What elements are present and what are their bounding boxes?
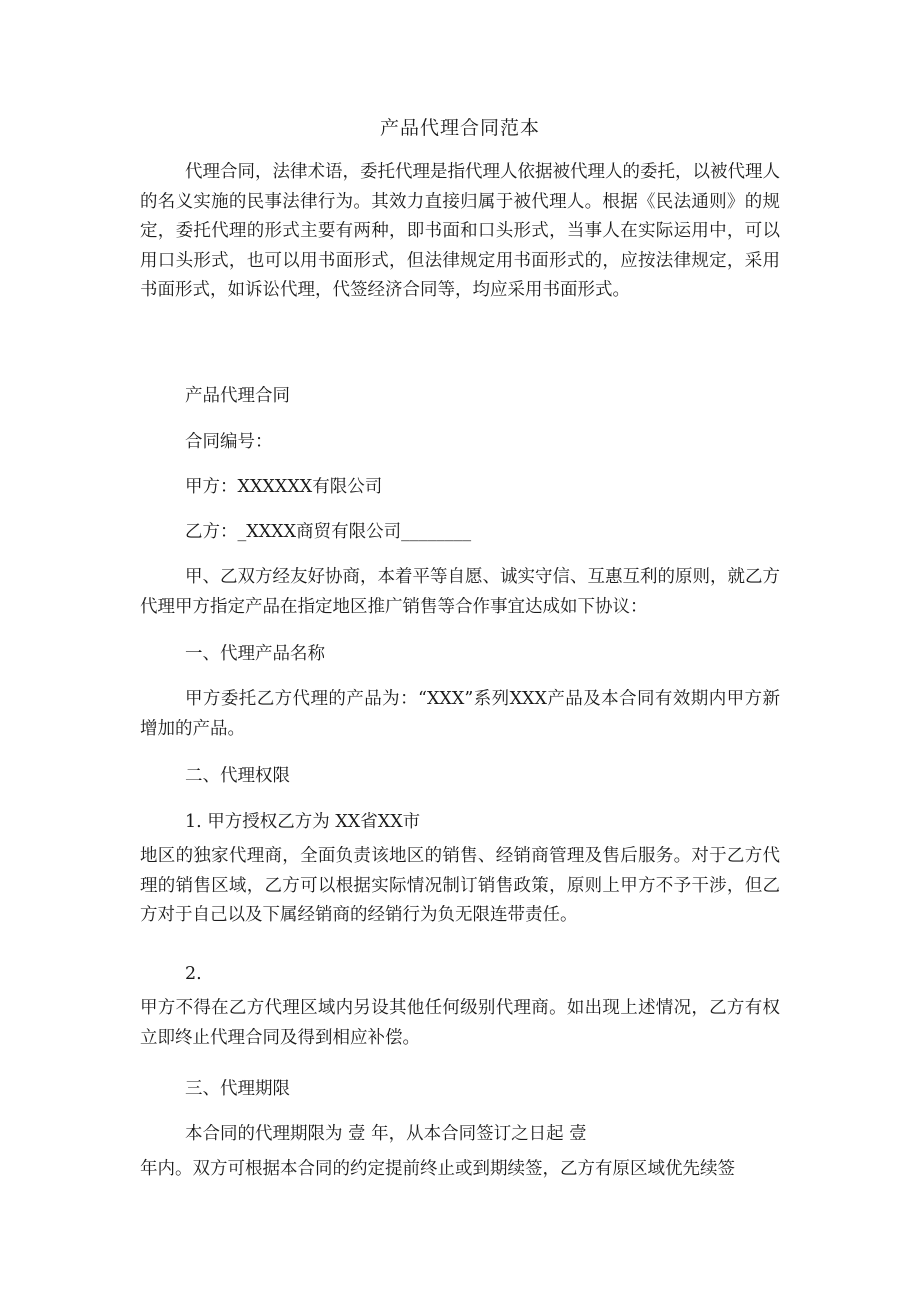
document-title: 产品代理合同范本	[379, 117, 540, 139]
item2-lead: 2.	[185, 964, 202, 984]
intro-paragraph: 代理合同，法律术语，委托代理是指代理人依据被代理人的委托，以被代理人的名义实施的民事法律行为。其效力直接归属于被代理人。根据《民法通则》的规定，委托代理的形式主要有两种，即书面和口头形式，当事人在实际运用中，可以用口头形式，也可以用书面形式，但法律规定用书面形式的，应按法律规定，采用书面形式，如诉讼代理，代签经济合同等，均应采用书面形式。	[140, 162, 780, 300]
item1-body: 地区的独家代理商，全面负责该地区的销售、经销商管理及售后服务。对于乙方代理的销售区域，乙方可以根据实际情况制订销售政策，原则上甲方不予干涉，但乙方对于自己以及下属经销商的经销行为负无限连带责任。	[140, 846, 780, 925]
section2-heading: 二、代理权限	[185, 766, 290, 786]
contract-number: 合同编号：	[185, 432, 273, 452]
party-a: 甲方：XXXXXX有限公司	[185, 477, 383, 497]
section3-body: 年内。双方可根据本合同的约定提前终止或到期续签，乙方有原区域优先续签	[140, 1159, 735, 1179]
section3-lead: 本合同的代理期限为 壹 年，从本合同签订之日起 壹	[185, 1124, 587, 1144]
section1-body: 甲方委托乙方代理的产品为：“XXX”系列XXX产品及本合同有效期内甲方新增加的产品。	[140, 689, 780, 739]
item1-lead: 1. 甲方授权乙方为 XX省XX市	[185, 812, 421, 832]
item2-body: 甲方不得在乙方代理区域内另设其他任何级别代理商。如出现上述情况，乙方有权立即终止代理合同及得到相应补偿。	[140, 998, 780, 1048]
party-b: 乙方：_XXXX商贸有限公司________	[185, 522, 472, 542]
section3-heading: 三、代理期限	[185, 1079, 290, 1099]
preamble-paragraph: 甲、乙双方经友好协商，本着平等自愿、诚实守信、互惠互利的原则，就乙方代理甲方指定产品在指定地区推广销售等合作事宜达成如下协议：	[140, 567, 780, 617]
contract-heading: 产品代理合同	[185, 386, 290, 406]
section1-heading: 一、代理产品名称	[185, 644, 325, 664]
